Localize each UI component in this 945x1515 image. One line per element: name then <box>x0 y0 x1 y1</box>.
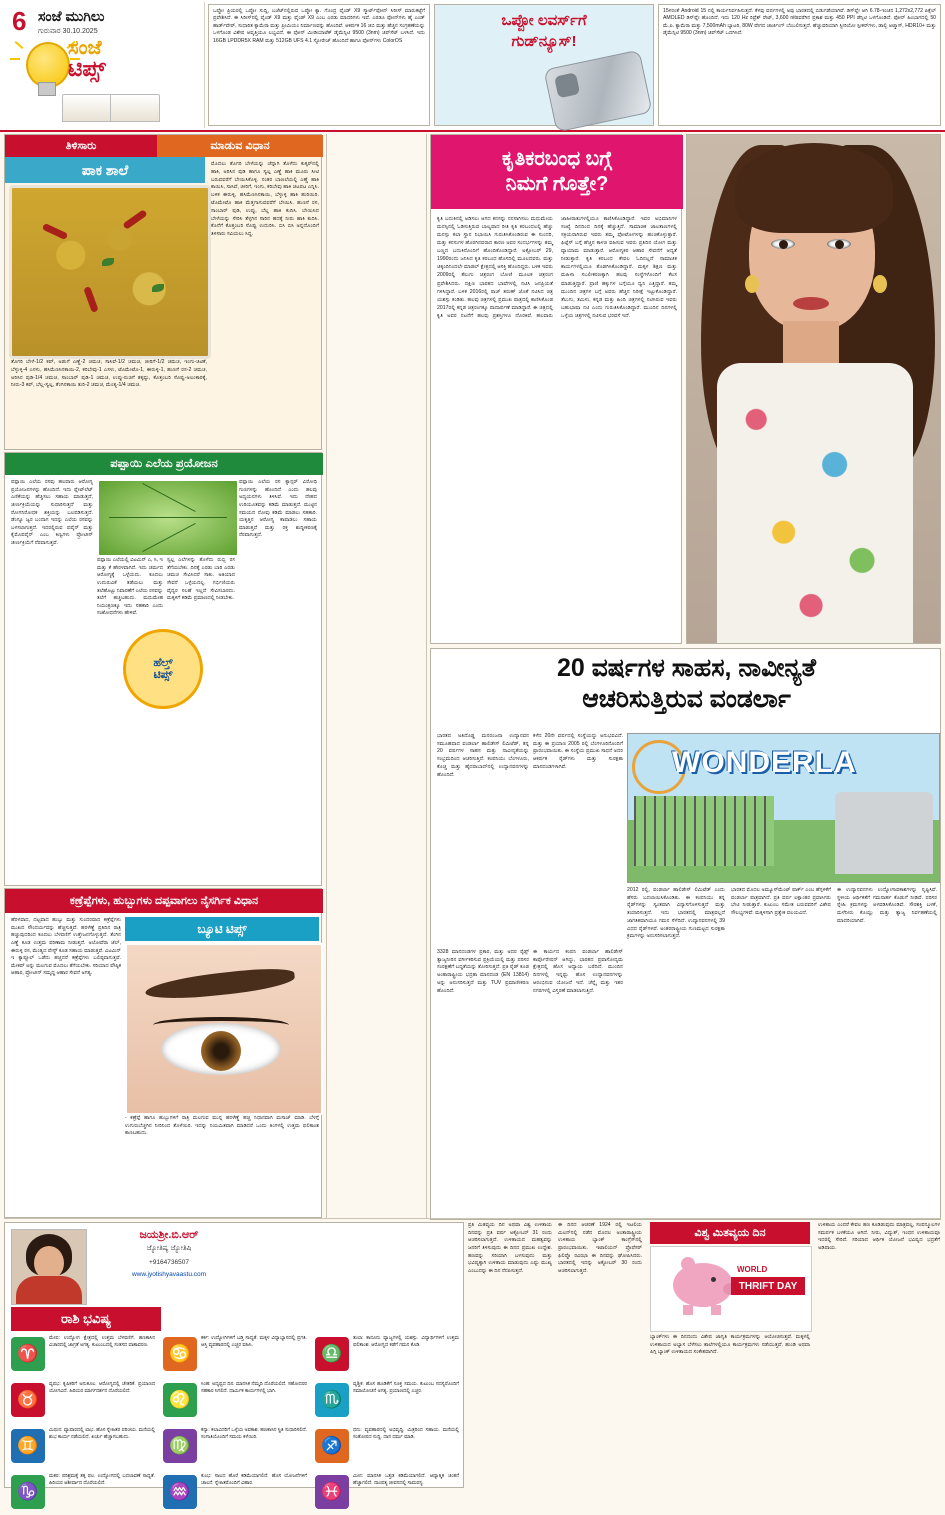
wonderla-col-3: 2012 ರಲ್ಲಿ, ವಂಡರ್ಲಾ ಹಾಲಿಡೇಸ್ ಲಿಮಿಟೆಡ್ ಎಂದು ಹೆಸರು ಬದಲಾಯಿಸಿಕೊಂಡಿತು. ಈ ಕಂಪನಿಯು ತನ್ನ ರೈಡ್‌ಗಳನ್ನು ಸ್ವಂತವಾಗಿ ವಿನ್ಯಾಸಗೊಳಿಸುತ್ತದೆ ಮತ್ತು ತಯಾರಿಸುತ್ತದೆ. ಇದು ಭಾರತದಲ್ಲಿ ಮಾತ್ರವಲ್ಲದೆ ಜಾಗತಿಕವಾಗಿಯೂ ಗಮನ ಸೆಳೆದಿದೆ. ಉದ್ಯಾನವನಗಳಲ್ಲಿ 39 ವಿಧದ ರೈಡ್‌ಗಳಿವೆ. ಅಂತರರಾಷ್ಟ್ರೀಯ ಗುಣಮಟ್ಟದ ಸುರಕ್ಷತಾ ಕ್ರಮಗಳನ್ನು ಅನುಸರಿಸಲಾಗುತ್ತದೆ. <box>627 887 725 940</box>
wonderla-col-4: ಭಾರತದ ಮೊದಲ ಅಮ್ಯೂಸ್‌ಮೆಂಟ್ ಪಾರ್ಕ್ ಎಂಬ ಹೆಗ್ಗಳಿಕೆಗೆ ವಂಡರ್ಲಾ ಪಾತ್ರವಾಗಿದೆ. ಪ್ರತಿ ವರ್ಷ ಲಕ್ಷಾಂತರ ಪ್ರವಾಸಿಗರು ಭೇಟಿ ನೀಡುತ್ತಾರೆ. ಕುಟುಂಬ ಸಮೇತ ಬರುವವರಿಗೆ ವಿಶೇಷ ಸೌಲಭ್ಯಗಳಿವೆ. ಮಕ್ಕಳಿಗಾಗಿ ಪ್ರತ್ಯೇಕ ವಲಯವಿದೆ. <box>731 887 831 917</box>
scorpio-text: ವೃಶ್ಚಿಕ: ಹೊಸ ಹೂಡಿಕೆಗೆ ಸೂಕ್ತ ಸಮಯ. ಕುಟುಂಬ ಸದಸ್ಯರೊಂದಿಗೆ ಸಮಾಲೋಚನೆ ಅಗತ್ಯ. ಪ್ರಯಾಣದಲ್ಲಿ ಎಚ್ಚರ. <box>353 1382 459 1395</box>
thrift-col-1: ಪ್ರತಿ ಮಿತವ್ಯಯ ದಿನ ಅಥವಾ ವಿಶ್ವ ಉಳಿತಾಯ ದಿನವನ್ನು ಪ್ರತಿ ವರ್ಷ ಅಕ್ಟೋಬರ್ 31 ರಂದು ಆಚರಿಸಲಾಗುತ್ತದೆ. ಉಳಿತಾಯದ ಮಹತ್ವವನ್ನು ಜನರಿಗೆ ತಿಳಿಸುವುದು ಈ ದಿನದ ಪ್ರಮುಖ ಉದ್ದೇಶ. ಹಣವನ್ನು ಸರಿಯಾಗಿ ಬಳಸುವುದು ಮತ್ತು ಭವಿಷ್ಯಕ್ಕಾಗಿ ಉಳಿತಾಯ ಮಾಡುವುದು ಎಷ್ಟು ಮುಖ್ಯ ಎಂಬುದನ್ನು ಈ ದಿನ ನೆನಪಿಸುತ್ತದೆ. <box>468 1222 552 1274</box>
cancer-text: ಕರ್ಕ: ಉದ್ಯೋಗಿಗಳಿಗೆ ಬಡ್ತಿ ಸಾಧ್ಯತೆ. ಮಕ್ಕಳ ವಿದ್ಯಾಭ್ಯಾಸದಲ್ಲಿ ಪ್ರಗತಿ. ಆಸ್ತಿ ವ್ಯವಹಾರದಲ್ಲಿ ಎಚ್ಚರ ವಹಿಸಿ. <box>201 1336 307 1349</box>
tech-news-center <box>434 4 654 126</box>
scorpio-icon: ♏ <box>315 1383 349 1417</box>
astrologer-avatar <box>11 1229 87 1305</box>
piggy-bank-icon <box>673 1263 733 1307</box>
wonderla-col-7: ಈ ಕಾರ್ಯದ ಕಂಪನಿ ವಂಡರ್ಲಾ ಹಾಲಿಡೇಸ್ ಕಾರ್ಪೊರೇಷನ್ ಆಗಿದ್ದು, ಭಾರತದ ಪ್ರವಾಸೋದ್ಯಮ ಕ್ಷೇತ್ರದಲ್ಲಿ ಹೊಸ ಅಧ್ಯಾಯ ಬರೆದಿದೆ. ಮುಂದಿನ ದಿನಗಳಲ್ಲಿ ಇನ್ನಷ್ಟು ಹೊಸ ಉದ್ಯಾನವನಗಳನ್ನು ಆರಂಭಿಸುವ ಯೋಜನೆ ಇದೆ. ಚೆನ್ನೈ ಮತ್ತು ಇತರ ನಗರಗಳಲ್ಲಿ ವಿಸ್ತರಣೆ ಮಾಡಲಾಗುತ್ತಿದೆ. <box>533 949 623 994</box>
tips-logo <box>68 38 188 98</box>
tech-news-right-text: 15ಳರಂತೆ Android 15 ನಲ್ಲಿ ಕಾರ್ಯನಿರ್ವಹಿಸುತ್ತದೆ. ಕೆಳವು ವರ್ಷಗಳಲ್ಲಿ ಅವು ಭಾರತದಲ್ಲಿ ಬಿಡುಗಡೆಯಾಗಿವೆ. ಡಿಸ್‌ಪ್ಲೇ ಆಗಿ 6.78-ಇಂಚಿನ 1,272x2,772 ಪಿಕ್ಸೆಲ್ AMOLED ಡಿಸ್‌ಪ್ಲೇ ಹೊಂದಿದೆ. ಇದು 120 Hz ರಿಫ್ರೆಶ್ ರೇಟ್, 3,600 nitsವರೆಗಿನ ಪ್ರಕಾಶ ಮತ್ತು 450 PPI ಡೆನ್ಸಿಟಿ ಒಳಗೊಂಡಿದೆ. ಫೋನ್ ಹಿಂಭಾಗದಲ್ಲಿ 50 ಮೆ.ಪಿ. ಕ್ಯಾಮೆರಾ ಮತ್ತು 7,500mAh ಬ್ಯಾಟರಿ, 80W ವೇಗದ ಚಾರ್ಜಿಂಗ್ ಬೆಂಬಲಿಸುತ್ತದೆ. ಹೆಚ್ಚುವರಿಯಾಗಿ ಸ್ಟೀರಿಯೋ ಸ್ಪೀಕರ್‌ಗಳು, ಡಾಲ್ಬಿ ಅಟ್ಮಾಸ್, HDR10+ ಮತ್ತು ಡೈಮೆನ್ಸಿಟಿ 9500 (3nm) ಚಿಪ್‌ಸೆಟ್ ಒದಗಿಸಿದೆ. <box>663 8 936 37</box>
libra-text: ತುಲಾ: ಕಾನೂನು ವ್ಯಾಜ್ಯಗಳಲ್ಲಿ ಯಶಸ್ಸು. ವಿದ್ಯಾರ್ಥಿಗಳಿಗೆ ಉತ್ತಮ ಫಲಿತಾಂಶ. ಆರೋಗ್ಯದ ಕಡೆಗೆ ಗಮನ ಕೊಡಿ. <box>353 1336 459 1349</box>
astrologer-subtitle: ಜ್ಯೋತಿಷ್ಯ ಜ್ಯೋತಿಷಿ <box>146 1245 192 1252</box>
astrologer-name: ಜಯಶ್ರೀ.ಬಿ.ಆರ್ <box>139 1229 199 1241</box>
health-tips-line1: ಹೆಲ್ತ್ <box>153 656 173 669</box>
celebrity-title-line2: ನಿಮಗೆ ಗೊತ್ತೇ? <box>505 173 609 195</box>
leo-text: ಸಿಂಹ: ಅದೃಷ್ಟದ ದಿನ. ಮಾನಸಿಕ ನೆಮ್ಮದಿ ದೊರೆಯಲಿದೆ. ಸಹೋದರರ ಸಹಕಾರ ಸಿಗಲಿದೆ. ಧಾರ್ಮಿಕ ಕಾರ್ಯಗಳಲ್ಲಿ ಭಾಗಿ. <box>201 1382 307 1395</box>
capricorn-text: ಮಕರ: ಪರಿಶ್ರಮಕ್ಕೆ ತಕ್ಕ ಫಲ. ಉದ್ಯೋಗದಲ್ಲಿ ಬದಲಾವಣೆ ಸಾಧ್ಯತೆ. ಹಿರಿಯರ ಆಶೀರ್ವಾದ ದೊರೆಯಲಿದೆ. <box>49 1474 155 1487</box>
thrift-world-label: WORLD <box>737 1265 768 1274</box>
wonderla-headline <box>435 653 938 727</box>
wonderla-col-2: ಕಳೆದ 20ನೇ ವರ್ಷದಲ್ಲಿ ಸಂಸ್ಥೆಯದ್ದು ಅನುಭವವಿದೆ. ಮತ್ತು ಈ ಪ್ರಯಾಣ 2005 ರಲ್ಲಿ ಬೆಂಗಳೂರಿನೊಂದಿಗೆ ಪ್ರಾರಂಭವಾಯಿತು. ಈ ಸಂಸ್ಥೆಯ ಪ್ರಮುಖ ಸಾಧನೆ ಅದರ ಆಕರ್ಷಕ ರೈಡ್‌ಗಳು ಮತ್ತು ಸುರಕ್ಷತಾ ಮಾನದಂಡಗಳಾಗಿವೆ. <box>533 733 623 770</box>
tech-news-right <box>658 4 941 126</box>
pisces-text: ಮೀನ: ಮಾನಸಿಕ ಒತ್ತಡ ಕಡಿಮೆಯಾಗಲಿದೆ. ಆಧ್ಯಾತ್ಮಿಕ ಚಿಂತನೆ ಹೆಚ್ಚಾಗಲಿದೆ. ದಾಂಪತ್ಯ ಜೀವನದಲ್ಲಿ ಸಾಮರಸ್ಯ. <box>353 1474 459 1487</box>
celebrity-article-title <box>431 135 683 209</box>
papaya-col-4: ಪಪ್ಪಾಯಿ ಎಲೆಯ ರಸ ಕ್ಯಾನ್ಸರ್ ವಿರೋಧಿ ಗುಣಗಳನ್ನು ಹೊಂದಿದೆ ಎಂದು ಹಲವು ಅಧ್ಯಯನಗಳು ತಿಳಿಸಿವೆ. ಇದು ದೇಹದ ಉರಿಯೂತವನ್ನು ಕಡಿಮೆ ಮಾಡುತ್ತದೆ. ಮುಟ್ಟಿನ ಸಮಯದ ನೋವು ಕಡಿಮೆ ಮಾಡಲು ಸಹಕಾರಿ. ಯಕೃತ್ತಿನ ಆರೋಗ್ಯ ಕಾಪಾಡಲು ಸಹಾಯ ಮಾಡುತ್ತದೆ ಮತ್ತು ರಕ್ತ ಶುದ್ಧೀಕರಣಕ್ಕೆ ನೆರವಾಗುತ್ತದೆ. <box>239 479 317 539</box>
zodiac-item-taurus <box>11 1381 157 1423</box>
gemini-icon: ♊ <box>11 1429 45 1463</box>
taurus-text: ವೃಷಭ: ಕೃಷಿಕರಿಗೆ ಅನುಕೂಲ. ಆರೋಗ್ಯದಲ್ಲಿ ಚೇತರಿಕೆ. ಪ್ರಯಾಣದ ಯೋಗವಿದೆ. ಹಿರಿಯರ ಮಾರ್ಗದರ್ಶನ ದೊರೆಯಲಿದೆ. <box>49 1382 155 1395</box>
tips-logo-line2: ಟಿಪ್ಸ್ <box>68 56 106 81</box>
beauty-section-header: ಕಣ್ರೆಪ್ಪೆಗಳು, ಹುಬ್ಬುಗಳು ದಪ್ಪವಾಗಲು ನೈಸರ್ಗಿಕ ವಿಧಾನ <box>5 889 323 913</box>
celebrity-article <box>430 134 682 644</box>
book-graphic <box>62 94 160 122</box>
gemini-text: ಮಿಥುನ: ವ್ಯಾಪಾರದಲ್ಲಿ ಲಾಭ. ಹೊಸ ಸ್ನೇಹಿತರ ಪರಿಚಯ. ಮನೆಯಲ್ಲಿ ಶುಭ ಕಾರ್ಯ ನಡೆಯಲಿದೆ. ಖರ್ಚು ಹೆಚ್ಚಾಗಬಹುದು. <box>49 1428 155 1441</box>
smartphone-image <box>543 50 652 133</box>
zodiac-item-gemini <box>11 1427 157 1469</box>
papaya-section <box>4 452 322 886</box>
wonderla-col-5: ಈ ಉದ್ಯಾನವನಗಳು ಉದ್ಯೋಗಾವಕಾಶಗಳನ್ನು ಸೃಷ್ಟಿಸಿವೆ. ಸ್ಥಳೀಯ ಆರ್ಥಿಕತೆಗೆ ಗಮನಾರ್ಹ ಕೊಡುಗೆ ನೀಡಿವೆ. ಪರಿಸರ ಸ್ನೇಹಿ ಕ್ರಮಗಳನ್ನು ಅಳವಡಿಸಿಕೊಂಡಿವೆ. ಸೌರಶಕ್ತಿ ಬಳಕೆ, ಮಳೆನೀರು ಕೊಯ್ಲು ಮತ್ತು ತ್ಯಾಜ್ಯ ನಿರ್ವಹಣೆಯಲ್ಲಿ ಮಾದರಿಯಾಗಿವೆ. <box>837 887 937 924</box>
zodiac-item-pisces <box>315 1473 461 1515</box>
paper-name: ಸಂಜೆ ಮುಗಿಲು <box>38 8 105 24</box>
recipe-method: ಮೊದಲು ತೊಗರಿ ಬೇಳೆಯನ್ನು ಚೆನ್ನಾಗಿ ತೊಳೆದು ಕುಕ್ಕರ್‌ನಲ್ಲಿ ಹಾಕಿ, ಅರಿಸಿನ ಪುಡಿ ಹಾಗೂ ಸ್ವಲ್ಪ ಎಣ್ಣೆ ಹಾಕಿ ಮೂರು ಸೀಟಿ ಬರುವವರೆಗೆ ಬೇಯಿಸಿಕೊಳ್ಳಿ. ನಂತರ ಬಾಣಲೆಯಲ್ಲಿ ಎಣ್ಣೆ ಹಾಕಿ ಕಾಯಿಸಿ, ಸಾಸಿವೆ, ಜೀರಿಗೆ, ಇಂಗು, ಕರಿಬೇವು ಹಾಕಿ ಚಟಪಟ ಎನ್ನಿಸಿ. ಬಳಿಕ ಈರುಳ್ಳಿ, ಹಸಿಮೆಣಸಿನಕಾಯಿ, ಬೆಳ್ಳುಳ್ಳಿ ಹಾಕಿ ಹುರಿಯಿರಿ. ಟೊಮೇಟೊ ಹಾಕಿ ಮೆತ್ತಗಾಗುವವರೆಗೆ ಬೇಯಿಸಿ. ಹುಣಸೆ ರಸ, ಸಾಂಬಾರ್ ಪುಡಿ, ಉಪ್ಪು, ಬೆಲ್ಲ ಹಾಕಿ ಕುದಿಸಿ. ಬೇಯಿಸಿದ ಬೇಳೆಯನ್ನು ಸೇರಿಸಿ ತೆಳ್ಳಗಿನ ಸಾರಿನ ಹದಕ್ಕೆ ನೀರು ಹಾಕಿ ಕುದಿಸಿ. ಕೊನೆಗೆ ಕೊತ್ತಂಬರಿ ಸೊಪ್ಪು ಉದುರಿಸಿ. ಬಿಸಿ ಬಿಸಿ ಅನ್ನದೊಂದಿಗೆ ತಿಳಿಸಾರು ಸವಿಯಲು ಸಿದ್ಧ. <box>211 161 319 238</box>
wonderla-article <box>430 648 941 1220</box>
recipe-photo <box>9 185 211 359</box>
tech-news-title-line2: ಗುಡ್‌ನ್ಯೂಸ್! <box>511 33 577 51</box>
cancer-icon: ♋ <box>163 1337 197 1371</box>
papaya-col-2: ಪಪ್ಪಾಯಿ ಎಲೆಯಲ್ಲಿ ವಿಟಮಿನ್ ಎ, ಸಿ, ಇ ಮತ್ತು ಕೆ ಹೇರಳವಾಗಿದೆ. ಇದು ಚರ್ಮದ ಆರೋಗ್ಯಕ್ಕೆ ಒಳ್ಳೆಯದು. ಕೂದಲು ಉದುರುವಿಕೆ ತಡೆಯಲು ಮತ್ತು ತಲೆಹೊಟ್ಟು ನಿವಾರಣೆಗೆ ಎಲೆಯ ರಸವನ್ನು ತಲೆಗೆ ಹಚ್ಚಬಹುದು. ಮಧುಮೇಹ ನಿಯಂತ್ರಣಕ್ಕೂ ಇದು ಸಹಕಾರಿ ಎಂದು ಸಂಶೋಧನೆಗಳು ಹೇಳಿವೆ. <box>97 557 163 617</box>
beauty-tips-header: ಬ್ಯೂಟಿ ಟಿಪ್ಸ್ <box>125 917 319 941</box>
capricorn-icon: ♑ <box>11 1475 45 1509</box>
page-number: 6 <box>12 6 27 36</box>
recipe-header-left: ತಿಳಿಸಾರು <box>5 135 157 157</box>
thrift-day-label: THRIFT DAY <box>731 1277 805 1295</box>
zodiac-item-cancer <box>163 1335 309 1377</box>
astrologer-website[interactable]: www.jyotishyavaastu.com <box>131 1271 207 1278</box>
tech-news-left-text: ಒಪ್ಪೋ ಪ್ರಿಯರಲ್ಲಿ ಒಪ್ಪೋ ಸುದ್ದಿ, ಬಜೆಟ್‌ನಲ್ಲಿರುವ ಒಪ್ಪೋ ಕ್ಯಾ. ಗೊಂದ್ರ ಫೈಂಡ್ X9 ಸ್ಮಾರ್ಟ್‌ಫೋನ್ ಸಿರೀಸ್ ಮಾರುಕಟ್ಟೆಗೆ ಪ್ರವೇಶಿಸಿದೆ. ಈ ಸಿರೀಸ್‌ನಲ್ಲಿ ಫೈಂಡ್ X9 ಮತ್ತು ಫೈಂಡ್ X9 ಎಂಬ ಎರಡು ಮಾದರಿಗಳು ಇವೆ. ಎರಡೂ ಫೋನ್‌ಗಳು ಹೈ ಎಂಡ್ ಹಾರ್ಡ್‌ವೇರ್, ಸುಧಾರಿತ ಕ್ಯಾಮೆರಾ ಮತ್ತು ಪ್ರೀಮಿಯಂ ನಿರ್ಮಾಣವನ್ನು ಹೊಂದಿವೆ. ಆಕರ್ಷಕ 16 ಜಿಬಿ ಮತ್ತು ಹೆಚ್ಚಿನ ಸಂಗ್ರಹಣೆಯನ್ನು ಒಳಗೊಂಡ ವಿಶೇಷ ಆವೃತ್ತಿಯೂ ಲಭ್ಯವಿದೆ. ಈ ಫೋನ್ ಮೀಡಿಯಾಟೆಕ್ ಡೈಮೆನ್ಸಿಟಿ 9500 (3nm) ಚಿಪ್‌ಸೆಟ್ ಬಳಸಿದೆ. ಇದು 16GB LPDDR5X RAM ಮತ್ತು 512GB UFS 4.1 ಸ್ಟೋರೇಜ್ ಹೊಂದಿದೆ ಹಾಗೂ ಫೋನ್‌ಗಳು ColorOS <box>213 8 425 44</box>
libra-icon: ♎ <box>315 1337 349 1371</box>
thrift-col-4: ಉಳಿತಾಯ ಎಂದರೆ ಕೇವಲ ಹಣ ಕೂಡಿಡುವುದು ಮಾತ್ರವಲ್ಲ, ಸಂಪನ್ಮೂಲಗಳ ಸಮರ್ಪಕ ಬಳಕೆಯೂ ಆಗಿದೆ. ನೀರು, ವಿದ್ಯುತ್, ಇಂಧನ ಉಳಿತಾಯವೂ ಇದರಲ್ಲಿ ಸೇರಿದೆ. ಸರಿಯಾದ ಆರ್ಥಿಕ ಯೋಜನೆ ಭವಿಷ್ಯದ ಭದ್ರತೆಗೆ ಅಡಿಪಾಯ. <box>818 1222 940 1251</box>
zodiac-item-virgo <box>163 1427 309 1469</box>
wonderla-col-1: ಭಾರತದ ಅತಿದೊಡ್ಡ ಮನರಂಜನಾ ಉದ್ಯಾನವನ ಸಮೂಹವಾದ ವಂಡರ್ಲಾ ಹಾಲಿಡೇಸ್ ಲಿಮಿಟೆಡ್, ತನ್ನ 20 ವರ್ಷಗಳ ಸಾಹಸ ಮತ್ತು ನಾವೀನ್ಯತೆಯನ್ನು ಸಂಭ್ರಮದಿಂದ ಆಚರಿಸುತ್ತಿದೆ. ಕಂಪನಿಯು ಬೆಂಗಳೂರು, ಕೊಚ್ಚಿ ಮತ್ತು ಹೈದರಾಬಾದ್‌ನಲ್ಲಿ ಉದ್ಯಾನವನಗಳನ್ನು ಹೊಂದಿದೆ. <box>437 733 529 778</box>
masthead-brand <box>4 2 205 128</box>
wonderla-logo: WONDERLA <box>672 746 857 779</box>
beauty-section <box>4 888 322 1218</box>
beauty-caption: - ಕಣ್ರೆಪ್ಪೆ ಹಾಗೂ ಹುಬ್ಬುಗಳಿಗೆ ರಾತ್ರಿ ಮಲಗುವ ಮುನ್ನ ಹರಳೆಣ್ಣೆ ಹಚ್ಚಿ ನಿಧಾನವಾಗಿ ಮಸಾಜ್ ಮಾಡಿ. ಬೆಳಗ್ಗೆ ಉಗುರುಬೆಚ್ಚಗಿನ ನೀರಿನಿಂದ ತೊಳೆಯಿರಿ. ಇದನ್ನು ನಿಯಮಿತವಾಗಿ ಮಾಡಿದರೆ ಒಂದು ತಿಂಗಳಲ್ಲಿ ಉತ್ತಮ ಫಲಿತಾಂಶ ಕಾಣಬಹುದು. <box>125 1115 319 1137</box>
thrift-col-3: ಬ್ಯಾಂಕ್‌ಗಳು ಈ ದಿನದಂದು ವಿಶೇಷ ಜಾಗೃತಿ ಕಾರ್ಯಕ್ರಮಗಳನ್ನು ಆಯೋಜಿಸುತ್ತವೆ. ಮಕ್ಕಳಲ್ಲಿ ಉಳಿತಾಯದ ಅಭ್ಯಾಸ ಬೆಳೆಸಲು ಶಾಲೆಗಳಲ್ಲಿಯೂ ಕಾರ್ಯಕ್ರಮಗಳು ನಡೆಯುತ್ತವೆ. ಹುಂಡಿ ಅಥವಾ ಪಿಗ್ಗಿ ಬ್ಯಾಂಕ್ ಉಳಿತಾಯದ ಸಂಕೇತವಾಗಿದೆ. <box>650 1334 810 1356</box>
zodiac-item-sagittarius <box>315 1427 461 1469</box>
recipe-header-right: ಮಾಡುವ ವಿಧಾನ <box>157 135 323 157</box>
celebrity-photo <box>686 134 941 644</box>
aries-icon: ♈ <box>11 1337 45 1371</box>
pisces-icon: ♓ <box>315 1475 349 1509</box>
tips-logo-line1: ಸಂಜೆ <box>68 37 102 59</box>
astrologer-phone: +9164736507 <box>149 1259 189 1266</box>
leo-icon: ♌ <box>163 1383 197 1417</box>
virgo-text: ಕನ್ಯಾ: ಕಲಾವಿದರಿಗೆ ಒಳ್ಳೆಯ ಅವಕಾಶ. ಹಣಕಾಸಿನ ಸ್ಥಿತಿ ಸುಧಾರಿಸಲಿದೆ. ಸಂಗಾತಿಯೊಂದಿಗೆ ಸಮಯ ಕಳೆಯಿರಿ. <box>201 1428 307 1441</box>
tech-news-title-line1: ಒಪ್ಪೋ ಲವರ್ಸ್‌ಗೆ <box>501 12 587 29</box>
wonderla-headline-line2: ಆಚರಿಸುತ್ತಿರುವ ವಂಡರ್ಲಾ <box>582 684 791 713</box>
zodiac-item-scorpio <box>315 1381 461 1423</box>
thrift-header: ವಿಶ್ವ ಮಿತವ್ಯಯ ದಿನ <box>650 1222 810 1244</box>
zodiac-item-aries <box>11 1335 157 1377</box>
zodiac-item-aquarius <box>163 1473 309 1515</box>
papaya-col-3: ಸ್ವಲ್ಪ ಎಲೆಗಳನ್ನು ತೊಳೆದು ರುಬ್ಬಿ ರಸ ತೆಗೆಯಬೇಕು. ದಿನಕ್ಕೆ ಎರಡು ಬಾರಿ ಎರಡು ಚಮಚ ಸೇವಿಸಿದರೆ ಸಾಕು. ಅತಿಯಾದ ಸೇವನೆ ಒಳ್ಳೆಯದಲ್ಲ. ಗರ್ಭಿಣಿಯರು ವೈದ್ಯರ ಸಲಹೆ ಇಲ್ಲದೆ ಸೇವಿಸಬಾರದು. ಮಕ್ಕಳಿಗೆ ಕಡಿಮೆ ಪ್ರಮಾಣದಲ್ಲಿ ನೀಡಬೇಕು. <box>167 557 235 602</box>
masthead <box>0 0 945 132</box>
eye-photo <box>125 943 323 1115</box>
sagittarius-text: ಧನು: ವ್ಯವಹಾರದಲ್ಲಿ ಅಭಿವೃದ್ಧಿ. ಮಿತ್ರರಿಂದ ಸಹಾಯ. ಮನೆಯಲ್ಲಿ ಸಂತೋಷದ ಸುದ್ದಿ. ದಾನ ಧರ್ಮ ಮಾಡಿ. <box>353 1428 459 1441</box>
health-tips-line2: ಟಿಪ್ಸ್ <box>153 669 173 681</box>
thrift-section <box>650 1222 941 1488</box>
virgo-icon: ♍ <box>163 1429 197 1463</box>
recipe-section <box>4 134 322 450</box>
horoscope-header: ರಾಶಿ ಭವಿಷ್ಯ <box>11 1307 161 1331</box>
taurus-icon: ♉ <box>11 1383 45 1417</box>
zodiac-item-libra <box>315 1335 461 1377</box>
thrift-image <box>650 1246 812 1332</box>
papaya-header: ಪಪ್ಪಾಯಿ ಎಲೆಯ ಪ್ರಯೋಜನ <box>5 453 323 475</box>
health-tips-badge <box>123 629 203 709</box>
papaya-col-1: ಪಪ್ಪಾಯಿ ಎಲೆಯ ರಸವು ಹಲವಾರು ಆರೋಗ್ಯ ಪ್ರಯೋಜನಗಳನ್ನು ಹೊಂದಿದೆ. ಇದು ಪ್ಲೇಟ್‌ಲೆಟ್ ಎಣಿಕೆಯನ್ನು ಹೆಚ್ಚಿಸಲು ಸಹಾಯ ಮಾಡುತ್ತದೆ, ಜೀರ್ಣಕ್ರಿಯೆಯನ್ನು ಸುಧಾರಿಸುತ್ತದೆ ಮತ್ತು ರೋಗನಿರೋಧಕ ಶಕ್ತಿಯನ್ನು ಬಲಪಡಿಸುತ್ತದೆ. ಡೆಂಗ್ಯೂ ಜ್ವರ ಬಂದಾಗ ಇದನ್ನು ಎಲೆಯ ರಸವನ್ನು ಬಳಸಲಾಗುತ್ತದೆ. ಇದರಲ್ಲಿರುವ ಪಪೈನ್ ಮತ್ತು ಕೈಮೊಪಪೈನ್ ಎಂಬ ಕಿಣ್ವಗಳು ಪ್ರೋಟೀನ್ ಜೀರ್ಣಕ್ರಿಯೆಗೆ ನೆರವಾಗುತ್ತವೆ. <box>11 479 93 547</box>
celebrity-article-body: ಕೃತಿ ಬದುಕಿನಲ್ಲಿ ಅಡಿಸಲು ಆಗದ ಕನಸನ್ನು ನನಸಾಗಿಸಲು ಮಧುಮೇಯ ಮನಸ್ಸಿನಲ್ಲಿ ಓಡಿಸುತ್ತಿರುವ ಬಾಲ್ಯವಾದ ರೀತಿ ಕೃತಿ ಕರಬಂಧಲಲ್ಲಿ ಹೆಚ್ಚು ಮನಸ್ಸು ಕಲಾ ಸ್ಥಾನ ನಿಭಾಯಿಸಿ ಗುರುತಿಸಿಕೊಂಡಿರುವ ಈ ಸುಂದರಿ, ಮತ್ತು ಕನಸುಗಳ ಹೊರಗಿನವರಾದ ಕಾರಣ ಅವರ ಸಂದರ್ಭಗಳನ್ನು ತಮ್ಮ ಬಣ್ಣದ ಬದುಕಿನೊಂದಿಗೆ ಹೊಂದಿಕೊಂಡಿದ್ದಾರೆ. ಅಕ್ಟೋಬರ್ 29, 1990ರಂದು ಜನಿಸಿದ ಕೃತಿ ಕರಬಂಧ ಹೊಸದಿಲ್ಲಿ ಮೂಲದವರು. ಮತ್ತು ಚಿಕ್ಕಂದಿನಿಂದಲೇ ಮಾಡಲ್ ಕ್ಷೇತ್ರದಲ್ಲಿ ಆಸಕ್ತಿ ಹೊಂದಿದ್ದರು. ಬಳಿಕ ಇವರು 2009ರಲ್ಲಿ ತೆಲುಗು ಚಿತ್ರರಂಗ ಬೋಣಿ ಮೂಲಕ ಚಿತ್ರರಂಗ ಪ್ರವೇಶಿಸಿದರು. ದಕ್ಷಿಣ ಭಾರತದ ಭಾಷೆಗಳಲ್ಲಿ ನಟಿಸಿ ಜನಪ್ರಿಯತೆ ಗಳಿಸಿದ್ದಾರೆ. ಬಳಿಕ 2016ರಲ್ಲಿ ರಾಜ್ ತರುಣ್ ಜೊತೆ ನಟಿಸಿದ ಚಿತ್ರ ಯಶಸ್ಸು ಕಂಡಿತು. ಹಲವು ಚಿತ್ರಗಳಲ್ಲಿ ಪ್ರಮುಖ ಪಾತ್ರದಲ್ಲಿ ಕಾಣಿಸಿಕೊಂಡ 2017ರಲ್ಲಿ ಕನ್ನಡ ಚಿತ್ರರಂಗಕ್ಕೂ ಪಾದಾರ್ಪಣೆ ಮಾಡಿದ್ದಾರೆ. ಈ ಚಿತ್ರದಲ್ಲಿ ಕೃತಿ ಅವರ ನಟನೆಗೆ ಹಲವು ಪ್ರಶಸ್ತಿಗಳೂ ದೊರಕಿವೆ. ಹಲವಾರು ಜಾಹೀರಾತುಗಳಲ್ಲಿಯೂ ಕಾಣಿಸಿಕೊಂಡಿದ್ದಾರೆ. ಇವರ ಅಭಿಮಾನಿಗಳ ಸಂಖ್ಯೆ ದಿನದಿಂದ ದಿನಕ್ಕೆ ಹೆಚ್ಚುತ್ತಿದೆ. ಸಾಮಾಜಿಕ ಜಾಲತಾಣಗಳಲ್ಲಿ ಸಕ್ರಿಯರಾಗಿರುವ ಇವರು ತಮ್ಮ ಫೋಟೋಗಳನ್ನು ಹಂಚಿಕೊಳ್ಳುತ್ತಾರೆ. ಫಿಟ್ನೆಸ್ ಬಗ್ಗೆ ಹೆಚ್ಚಿನ ಕಾಳಜಿ ವಹಿಸುವ ಇವರು ಪ್ರತಿದಿನ ಯೋಗ ಮತ್ತು ವ್ಯಾಯಾಮ ಮಾಡುತ್ತಾರೆ. ಆರೋಗ್ಯಕರ ಆಹಾರ ಸೇವನೆಗೆ ಆದ್ಯತೆ ನೀಡುತ್ತಾರೆ. ಕೃತಿ ಕರಬಂಧ ಕೇವಲ ಓದಿನಲ್ಲದೆ ಸಾಮಾಜಿಕ ಕಾರ್ಯಗಳಲ್ಲಿಯೂ ತೊಡಗಿಸಿಕೊಂಡಿದ್ದಾರೆ. ಮಕ್ಕಳ ಶಿಕ್ಷಣ ಮತ್ತು ಮಹಿಳಾ ಸಬಲೀಕರಣಕ್ಕಾಗಿ ಹಲವು ಸಂಸ್ಥೆಗಳೊಂದಿಗೆ ಕೆಲಸ ಮಾಡುತ್ತಿದ್ದಾರೆ. ಪ್ರಾಣಿ ಹಕ್ಕುಗಳ ಬಗ್ಗೆಯೂ ಧ್ವನಿ ಎತ್ತಿದ್ದಾರೆ. ತಮ್ಮ ಮುಂದಿನ ಚಿತ್ರಗಳ ಬಗ್ಗೆ ಅವರು ಹೆಚ್ಚಿನ ನಿರೀಕ್ಷೆ ಇಟ್ಟುಕೊಂಡಿದ್ದಾರೆ. ತೆಲುಗು, ತಮಿಳು, ಕನ್ನಡ ಮತ್ತು ಹಿಂದಿ ಚಿತ್ರಗಳಲ್ಲಿ ನಟಿಸಿರುವ ಇವರು ಬಹುಭಾಷಾ ನಟಿ ಎಂದು ಗುರುತಿಸಿಕೊಂಡಿದ್ದಾರೆ. ಮುಂದಿನ ದಿನಗಳಲ್ಲಿ ಒಳ್ಳೆಯ ಚಿತ್ರಗಳಲ್ಲಿ ನಟಿಸುವ ಭರವಸೆ ಇದೆ. <box>437 216 677 319</box>
zodiac-item-leo <box>163 1381 309 1423</box>
wonderla-headline-line1: 20 ವರ್ಷಗಳ ಸಾಹಸ, ನಾವೀನ್ಯತೆ <box>556 654 817 682</box>
astrology-section <box>4 1222 464 1501</box>
aries-text: ಮೇಷ: ಉದ್ಯೋಗ ಕ್ಷೇತ್ರದಲ್ಲಿ ಉತ್ತಮ ಬೆಳವಣಿಗೆ. ಹಣಕಾಸಿನ ವಿಚಾರದಲ್ಲಿ ಜಾಗ್ರತೆ ಅಗತ್ಯ. ಕುಟುಂಬದಲ್ಲಿ ಸಂತಸದ ವಾತಾವರಣ. <box>49 1336 155 1349</box>
zodiac-item-capricorn <box>11 1473 157 1515</box>
wonderla-photo <box>627 733 940 883</box>
recipe-title: ಪಾಕ ಶಾಲೆ <box>5 157 205 183</box>
aquarius-text: ಕುಂಭ: ಸಾಲದ ಹೊರೆ ಕಡಿಮೆಯಾಗಲಿದೆ. ಹೊಸ ಯೋಜನೆಗಳಿಗೆ ಚಾಲನೆ. ಸ್ನೇಹಿತರೊಂದಿಗೆ ವಿಹಾರ. <box>201 1474 307 1487</box>
tech-news-left <box>208 4 430 126</box>
beauty-body-text: ಹೆರಳವಾದ, ದಟ್ಟವಾದ ಹುಬ್ಬು ಮತ್ತು ಸುಂದರವಾದ ಕಣ್ರೆಪ್ಪೆಗಳು ಮುಖದ ಸೌಂದರ್ಯವನ್ನು ಹೆಚ್ಚಿಸುತ್ತವೆ. ಹರಳೆಣ್ಣೆ ಪ್ರತಿದಿನ ರಾತ್ರಿ ಹಚ್ಚುವುದರಿಂದ ಕೂದಲು ಬೆಳವಣಿಗೆ ಉತ್ತೇಜನಗೊಳ್ಳುತ್ತದೆ. ತೆಂಗಿನ ಎಣ್ಣೆ ಕೂಡ ಉತ್ತಮ ಪರಿಣಾಮ ನೀಡುತ್ತದೆ. ಅಲೋವೆರಾ ಜೆಲ್, ಈರುಳ್ಳಿ ರಸ, ಮೆಂತ್ಯದ ಪೇಸ್ಟ್ ಕೂಡ ಸಹಾಯ ಮಾಡುತ್ತವೆ. ವಿಟಮಿನ್ ಇ ಕ್ಯಾಪ್ಸೂಲ್ ಒಡೆದು ಹಚ್ಚಿದರೆ ಕಣ್ರೆಪ್ಪೆಗಳು ಬಲಿಷ್ಠವಾಗುತ್ತವೆ. ಮೇಕಪ್ ಅನ್ನು ಮಲಗುವ ಮೊದಲು ತೆಗೆಯಬೇಕು. ಸರಿಯಾದ ಪೌಷ್ಠಿಕ ಆಹಾರ, ಪ್ರೋಟೀನ್ ಸಮೃದ್ಧ ಆಹಾರ ಸೇವನೆ ಅಗತ್ಯ. <box>11 917 121 977</box>
publication-date: ಗುರುವಾರ 30.10.2025 <box>38 28 98 35</box>
papaya-leaf-image <box>97 479 239 557</box>
wonderla-col-6: 3328 ಮಾನದಂಡಗಳ ಪ್ರಕಾರ, ಮತ್ತು ಅದರ ರೈಡ್ಸ್ ತ್ಯಾಜ್ಯನೀರಿನ ವರ್ಗೀಕರಿಸುವ ಪ್ರಕ್ರಿಯೆಯಲ್ಲಿ ಮತ್ತು ಪರಿಸರ ಸಂರಕ್ಷಣೆಗೆ ಬದ್ಧತೆಯನ್ನು ತೋರಿಸುತ್ತದೆ. ಪ್ರತಿ ರೈಡ್ ಕೂಡ ಅಂತಾರಾಷ್ಟ್ರೀಯ ಭದ್ರತಾ ಮಾನದಂಡ (EN 13814) ಅನ್ನು ಅನುಸರಿಸುತ್ತದೆ ಮತ್ತು TUV ಪ್ರಮಾಣೀಕರಣ ಹೊಂದಿದೆ. <box>437 949 529 994</box>
thrift-col-2: ಈ ದಿನದ ಆಚರಣೆ 1924 ರಲ್ಲಿ ಇಟಲಿಯ ಮಿಲನ್‌ನಲ್ಲಿ ನಡೆದ ಮೊದಲ ಅಂತಾರಾಷ್ಟ್ರೀಯ ಉಳಿತಾಯ ಬ್ಯಾಂಕ್ ಕಾಂಗ್ರೆಸ್‌ನಲ್ಲಿ ಪ್ರಾರಂಭವಾಯಿತು. ಇಟಾಲಿಯನ್ ಪ್ರೊಫೆಸರ್ ಫಿಲಿಪ್ಪೊ ರವಿಝಾ ಈ ದಿನವನ್ನು ಘೋಷಿಸಿದರು. ಭಾರತದಲ್ಲಿ ಇದನ್ನು ಅಕ್ಟೋಬರ್ 30 ರಂದು ಆಚರಿಸಲಾಗುತ್ತದೆ. <box>558 1222 642 1274</box>
aquarius-icon: ♒ <box>163 1475 197 1509</box>
sagittarius-icon: ♐ <box>315 1429 349 1463</box>
recipe-ingredients: ತೊಗರಿ ಬೇಳೆ-1/2 ಕಪ್, ಅಡುಗೆ ಎಣ್ಣೆ-2 ಚಮಚ, ಸಾಸಿವೆ-1/2 ಚಮಚ, ಜೀರಿಗೆ-1/2 ಚಮಚ, ಇಂಗು-ಚಿಟಿಕೆ, ಬೆಳ್ಳುಳ್ಳಿ-4 ಎಸಳು, ಹಸಿಮೆಣಸಿನಕಾಯಿ-2, ಕರಿಬೇವು-1 ಎಸಳು, ಟೊಮೇಟೊ-1, ಈರುಳ್ಳಿ-1, ಹುಣಸೆ ರಸ-2 ಚಮಚ, ಅರಿಸಿನ ಪುಡಿ-1/4 ಚಮಚ, ಸಾಂಬಾರ್ ಪುಡಿ-1 ಚಮಚ, ಉಪ್ಪು-ರುಚಿಗೆ ತಕ್ಕಷ್ಟು, ಕೊತ್ತಂಬರಿ ಸೊಪ್ಪು-ಅಲಂಕಾರಕ್ಕೆ, ನೀರು-3 ಕಪ್, ಬೆಲ್ಲ-ಸ್ವಲ್ಪ, ತೆಂಗಿನಕಾಯಿ ತುರಿ-2 ಚಮಚ, ಮೆಂತ್ಯ-1/4 ಚಮಚ. <box>11 359 207 389</box>
celebrity-title-line1: ಕೃತಿಕರಬಂಧ ಬಗ್ಗೆ <box>502 148 612 170</box>
